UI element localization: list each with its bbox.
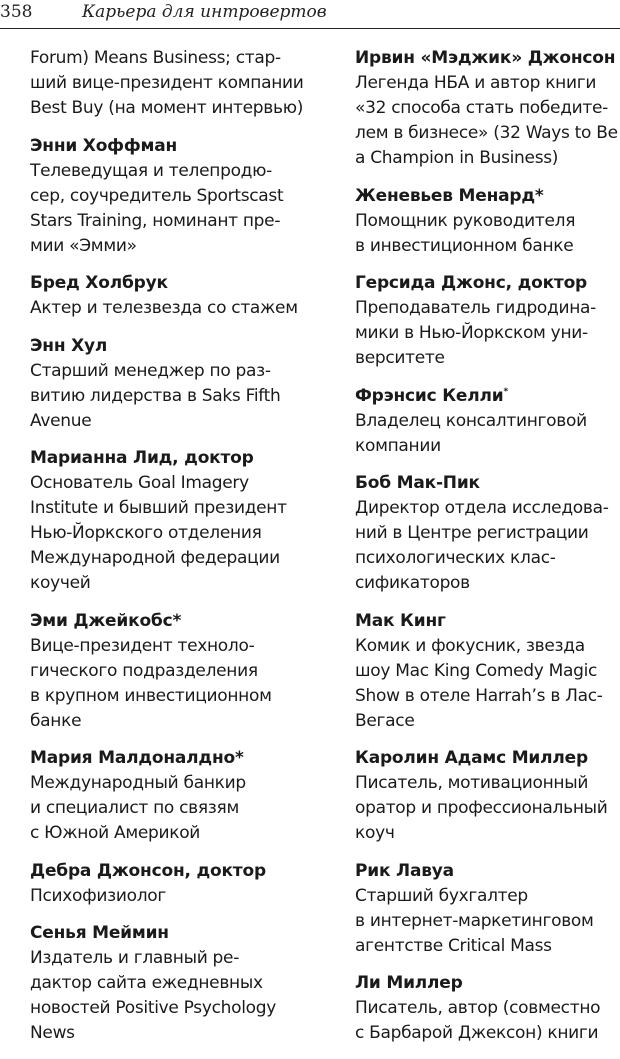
description-line: Актер и телезвезда со стажем <box>30 298 298 318</box>
person-entry <box>30 746 322 846</box>
person-name: Боб Мак-Пик <box>355 473 480 493</box>
description-line: a Champion in Business) <box>355 148 559 168</box>
person-name: Женевьев Менард* <box>355 185 544 206</box>
description-line: ний в Центре регистрации <box>355 523 589 543</box>
description-line: Institute и бывший президент <box>30 498 287 518</box>
description-line: банке <box>30 710 82 731</box>
description-line: с Барбарой Джексон) книги <box>355 1023 599 1043</box>
person-name: Ирвин «Мэджик» Джонсон <box>355 48 616 68</box>
person-name: Эми Джейкобс* <box>30 610 182 631</box>
person-name: Рик Лавуа <box>355 860 454 881</box>
person-entry <box>30 134 322 259</box>
description-line: в интернет-маркетинговом <box>355 910 594 931</box>
person-description <box>30 634 322 734</box>
person-name: Мария Малдоналдно* <box>30 748 244 768</box>
person-description <box>30 471 322 596</box>
person-description <box>355 71 620 171</box>
person-description <box>30 771 322 846</box>
footnote-mark: * <box>503 386 508 397</box>
person-entry <box>30 446 322 596</box>
description-line: дактор сайта ежедневных <box>30 973 263 993</box>
running-title: Карьера для интровертов <box>82 2 327 22</box>
person-description <box>30 159 322 259</box>
description-line: коучей <box>30 573 91 593</box>
description-line: лем в бизнесе» (32 Ways to Be <box>355 123 618 143</box>
person-description <box>30 359 322 434</box>
person-description <box>355 296 620 371</box>
person-description <box>30 884 322 909</box>
person-entry <box>355 184 620 259</box>
description-line: в инвестиционном банке <box>355 235 574 256</box>
description-line: Легенда НБА и автор книги <box>355 73 597 93</box>
description-line: «32 способа стать победите- <box>355 98 609 118</box>
person-name: Марианна Лид, доктор <box>30 448 254 468</box>
person-entry <box>355 271 620 371</box>
description-line: Комик и фокусник, звезда <box>355 635 585 656</box>
person-name: Сенья Меймин <box>30 923 169 943</box>
person-name: Мак Кинг <box>355 610 446 631</box>
description-line: Помощник руководителя <box>355 210 576 231</box>
description-line: Основатель Goal Imagery <box>30 473 249 493</box>
person-description <box>355 496 620 596</box>
description-line: Старший бухгалтер <box>355 885 528 906</box>
description-line: Владелец консалтинговой <box>355 410 587 431</box>
person-name: Энн Хул <box>30 335 108 356</box>
description-line: новостей Positive Psychology <box>30 998 277 1018</box>
description-line: Show в отеле Harrah’s в Лас- <box>355 685 603 706</box>
person-description <box>355 771 620 846</box>
page-header <box>0 0 620 29</box>
description-line: Avenue <box>30 410 92 431</box>
description-line: ший вице-президент компании <box>30 73 304 93</box>
person-description <box>355 634 620 734</box>
description-line: гического подразделения <box>30 660 258 681</box>
description-line: коуч <box>355 823 395 843</box>
description-line: Нью-Йоркского отделения <box>30 523 262 543</box>
description-line: Преподаватель гидродина- <box>355 298 597 318</box>
person-name: Фрэнсис Келли* <box>355 385 508 406</box>
description-line: мики в Нью-Йоркском уни- <box>355 323 588 343</box>
person-entry <box>355 971 620 1046</box>
description-line: сер, соучредитель Sportscast <box>30 185 284 206</box>
description-line: мии «Эмми» <box>30 235 137 256</box>
description-line: Директор отдела исследова- <box>355 498 609 518</box>
right-column <box>355 46 620 1059</box>
person-name: Каролин Адамс Миллер <box>355 748 588 768</box>
description-line: Телеведущая и телепродю- <box>30 160 272 181</box>
description-line: Писатель, мотивационный <box>355 773 589 793</box>
person-name: Герсида Джонс, доктор <box>355 273 588 293</box>
person-description <box>30 946 322 1046</box>
person-entry <box>30 334 322 434</box>
person-entry <box>355 746 620 846</box>
description-line: Издатель и главный ре- <box>30 948 240 968</box>
person-name: Энни Хоффман <box>30 135 178 156</box>
person-description <box>355 409 620 459</box>
person-entry <box>355 859 620 959</box>
left-column <box>30 46 322 1059</box>
description-line: Forum) Means Business; стар- <box>30 48 281 68</box>
person-name: Бред Холбрук <box>30 273 168 293</box>
description-line: в крупном инвестиционном <box>30 685 272 706</box>
person-entry <box>30 609 322 734</box>
continued-description <box>30 46 322 121</box>
description-line: News <box>30 1023 75 1043</box>
description-line: Психофизиолог <box>30 885 167 906</box>
description-line: шоу Mac King Comedy Magic <box>355 660 598 681</box>
description-line: Международной федерации <box>30 548 280 568</box>
person-name: Ли Миллер <box>355 973 463 993</box>
person-entry <box>30 859 322 909</box>
person-entry <box>355 384 620 459</box>
description-line: Best Buy (на момент интервью) <box>30 98 304 118</box>
description-line: компании <box>355 435 441 456</box>
description-line: с Южной Америкой <box>30 823 201 843</box>
description-line: витию лидерства в Saks Fifth <box>30 385 281 406</box>
person-entry <box>355 471 620 596</box>
person-description <box>30 296 322 321</box>
description-line: Старший менеджер по раз- <box>30 360 271 381</box>
description-line: верситете <box>355 348 445 368</box>
description-line: и специалист по связям <box>30 798 239 818</box>
description-line: Международный банкир <box>30 773 246 793</box>
page-number: 358 <box>0 2 33 22</box>
description-line: Вице-президент техноло- <box>30 635 255 656</box>
description-line: Вегасе <box>355 710 415 731</box>
description-line: оратор и профессиональный <box>355 798 608 818</box>
description-line: Писатель, автор (совместно <box>355 998 601 1018</box>
description-line: сификаторов <box>355 573 470 593</box>
person-description <box>355 884 620 959</box>
person-entry <box>355 46 620 171</box>
description-line: Stars Training, номинант пре- <box>30 210 281 231</box>
description-line: агентстве Critical Mass <box>355 935 552 956</box>
person-description <box>355 209 620 259</box>
person-entry <box>355 609 620 734</box>
person-name: Дебра Джонсон, доктор <box>30 860 266 881</box>
person-entry <box>30 271 322 321</box>
person-description <box>355 996 620 1046</box>
description-line: психологических клас- <box>355 548 556 568</box>
person-entry <box>30 921 322 1046</box>
